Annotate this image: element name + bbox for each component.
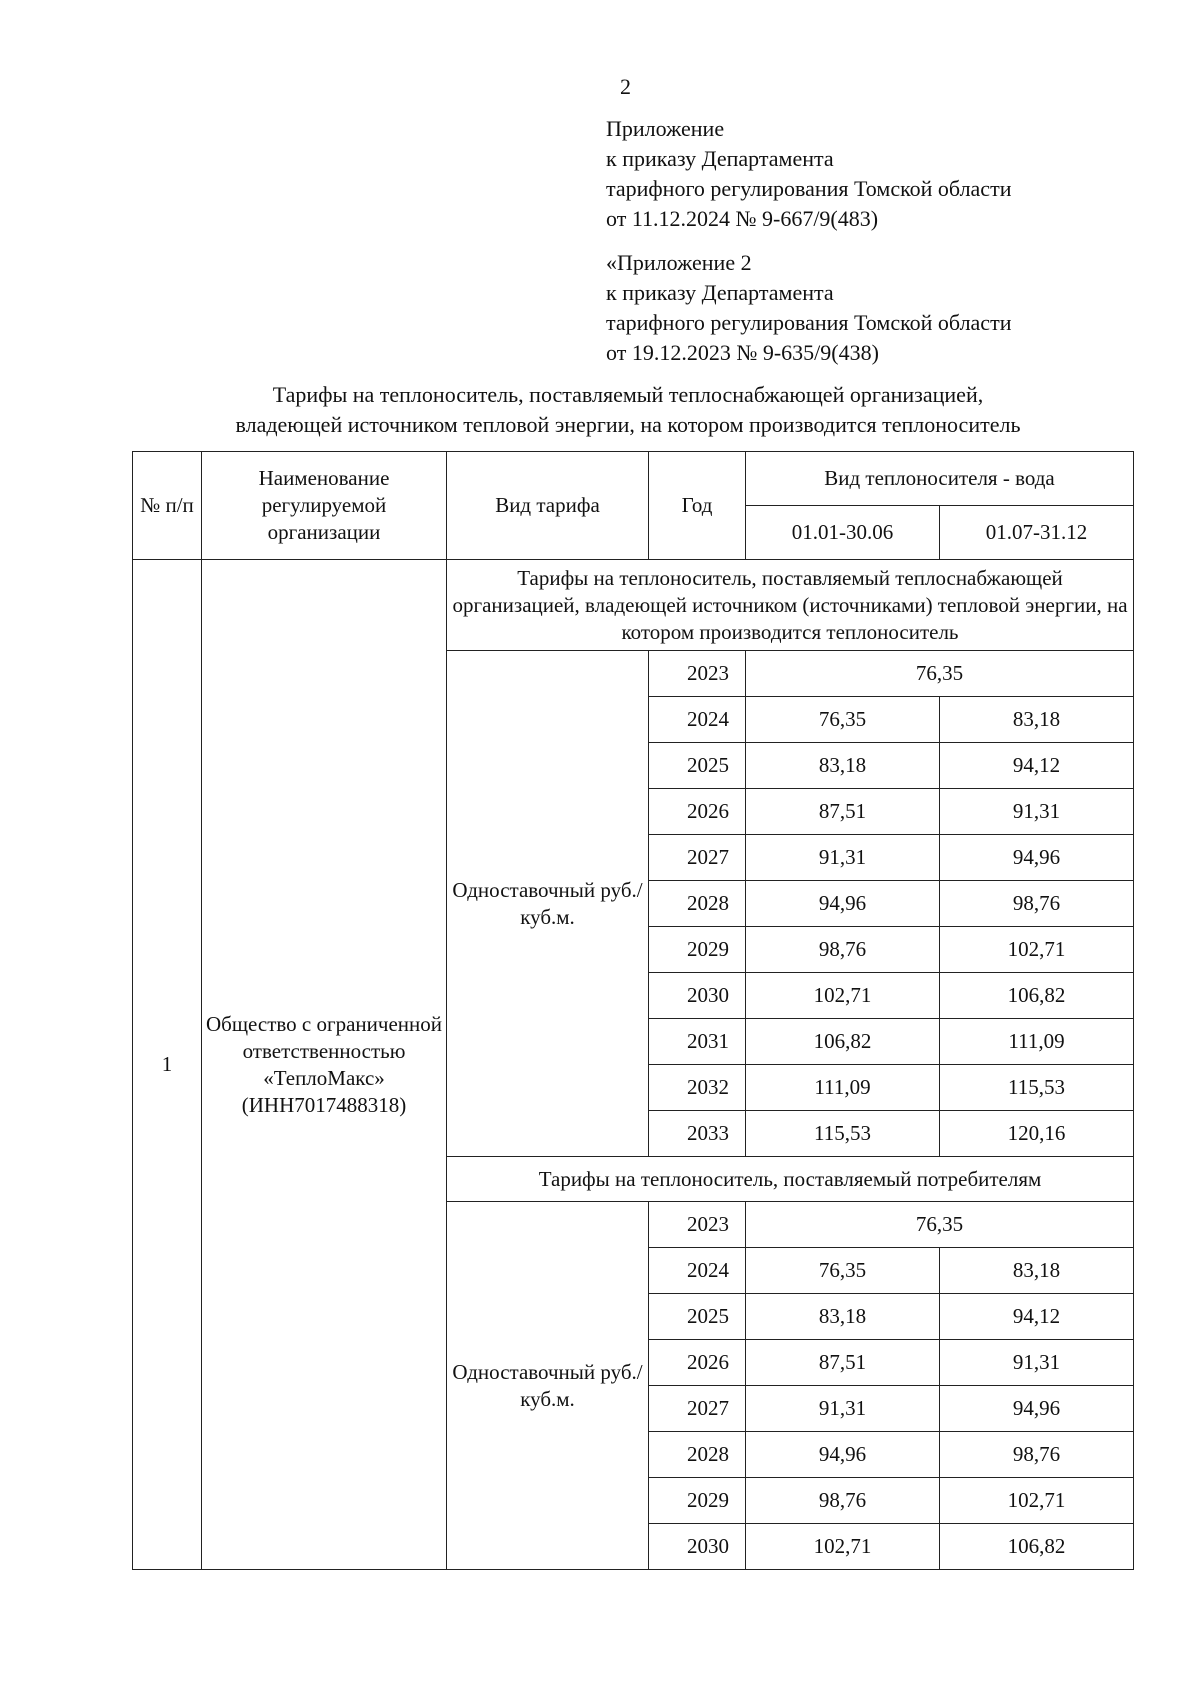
year-cell: 2029 [649, 927, 746, 973]
tariff-value-h1: 91,31 [746, 835, 940, 881]
year-cell: 2024 [649, 1248, 746, 1294]
year-cell: 2023 [649, 1202, 746, 1248]
tariff-value-h1: 98,76 [746, 1478, 940, 1524]
tariff-value-h2: 94,12 [940, 743, 1134, 789]
tariff-value-h1: 76,35 [746, 1248, 940, 1294]
year-cell: 2024 [649, 697, 746, 743]
appendix-line: тарифного регулирования Томской области [606, 310, 1012, 335]
year-cell: 2028 [649, 1432, 746, 1478]
tariff-value-h1: 106,82 [746, 1019, 940, 1065]
tariff-value-h1: 111,09 [746, 1065, 940, 1111]
tariff-value: 76,35 [746, 651, 1134, 697]
header-carrier: Вид теплоносителя - вода [746, 452, 1134, 506]
row-number: 1 [133, 560, 202, 1570]
tariff-value-h2: 91,31 [940, 1340, 1134, 1386]
tariff-value-h2: 106,82 [940, 973, 1134, 1019]
table-header-row [133, 452, 1134, 506]
tariff-value-h1: 87,51 [746, 1340, 940, 1386]
year-cell: 2030 [649, 973, 746, 1019]
appendix-line: тарифного регулирования Томской области [606, 176, 1012, 201]
section-heading: Тарифы на теплоноситель, поставляемый теплоснабжающей организацией, владеющей источником (источниками) тепловой энергии, на котором производится теплоноситель [447, 560, 1134, 651]
tariff-value-h1: 102,71 [746, 973, 940, 1019]
year-cell: 2027 [649, 835, 746, 881]
tariff-value-h2: 94,96 [940, 1386, 1134, 1432]
tariff-value-h2: 98,76 [940, 881, 1134, 927]
appendix-line: от 19.12.2023 № 9-635/9(438) [606, 340, 879, 365]
section-heading-row [133, 560, 1134, 651]
tariff-value-h2: 106,82 [940, 1524, 1134, 1570]
year-cell: 2031 [649, 1019, 746, 1065]
tariff-value-h1: 98,76 [746, 927, 940, 973]
tariff-value-h2: 98,76 [940, 1432, 1134, 1478]
tariff-value-h2: 83,18 [940, 697, 1134, 743]
tariff-type: Одноставочный руб./куб.м. [447, 651, 649, 1157]
header-year: Год [649, 452, 746, 560]
tariff-value-h2: 115,53 [940, 1065, 1134, 1111]
original-appendix-header [606, 248, 1166, 368]
header-num: № п/п [133, 452, 202, 560]
tariff-type: Одноставочный руб./куб.м. [447, 1202, 649, 1570]
tariff-value-h2: 102,71 [940, 1478, 1134, 1524]
appendix-line: от 11.12.2024 № 9-667/9(483) [606, 206, 879, 231]
tariff-value-h2: 83,18 [940, 1248, 1134, 1294]
tariff-value: 76,35 [746, 1202, 1134, 1248]
tariff-value-h2: 111,09 [940, 1019, 1134, 1065]
tariff-value-h2: 94,12 [940, 1294, 1134, 1340]
year-cell: 2027 [649, 1386, 746, 1432]
tariff-table [132, 451, 1134, 1570]
organization-name: Общество с ограниченной ответственностью «ТеплоМакс» (ИНН7017488318) [202, 560, 447, 1570]
appendix-header [606, 114, 1166, 234]
tariff-value-h2: 102,71 [940, 927, 1134, 973]
appendix-line: «Приложение 2 [606, 250, 752, 275]
tariff-value-h2: 120,16 [940, 1111, 1134, 1157]
tariff-value-h1: 115,53 [746, 1111, 940, 1157]
year-cell: 2026 [649, 1340, 746, 1386]
year-cell: 2028 [649, 881, 746, 927]
tariff-value-h1: 94,96 [746, 881, 940, 927]
year-cell: 2032 [649, 1065, 746, 1111]
header-organization: Наименование регулируемой организации [202, 452, 447, 560]
tariff-value-h1: 87,51 [746, 789, 940, 835]
year-cell: 2025 [649, 743, 746, 789]
header-period-2: 01.07-31.12 [940, 506, 1134, 560]
title-line: владеющей источником тепловой энергии, на котором производится теплоноситель [235, 412, 1021, 437]
appendix-line: к приказу Департамента [606, 146, 834, 171]
title-line: Тарифы на теплоноситель, поставляемый теплоснабжающей организацией, [272, 382, 984, 407]
year-cell: 2030 [649, 1524, 746, 1570]
tariff-value-h1: 91,31 [746, 1386, 940, 1432]
year-cell: 2026 [649, 789, 746, 835]
year-cell: 2023 [649, 651, 746, 697]
year-cell: 2025 [649, 1294, 746, 1340]
tariff-value-h1: 83,18 [746, 743, 940, 789]
page-number: 2 [620, 74, 631, 99]
tariff-value-h2: 94,96 [940, 835, 1134, 881]
tariff-value-h1: 94,96 [746, 1432, 940, 1478]
tariff-value-h2: 91,31 [940, 789, 1134, 835]
section-heading: Тарифы на теплоноситель, поставляемый потребителям [447, 1157, 1134, 1202]
tariff-value-h1: 102,71 [746, 1524, 940, 1570]
tariff-value-h1: 83,18 [746, 1294, 940, 1340]
year-cell: 2033 [649, 1111, 746, 1157]
tariff-value-h1: 76,35 [746, 697, 940, 743]
appendix-line: Приложение [606, 116, 725, 141]
appendix-line: к приказу Департамента [606, 280, 834, 305]
header-period-1: 01.01-30.06 [746, 506, 940, 560]
header-tariff-type: Вид тарифа [447, 452, 649, 560]
year-cell: 2029 [649, 1478, 746, 1524]
document-title [120, 380, 1136, 440]
